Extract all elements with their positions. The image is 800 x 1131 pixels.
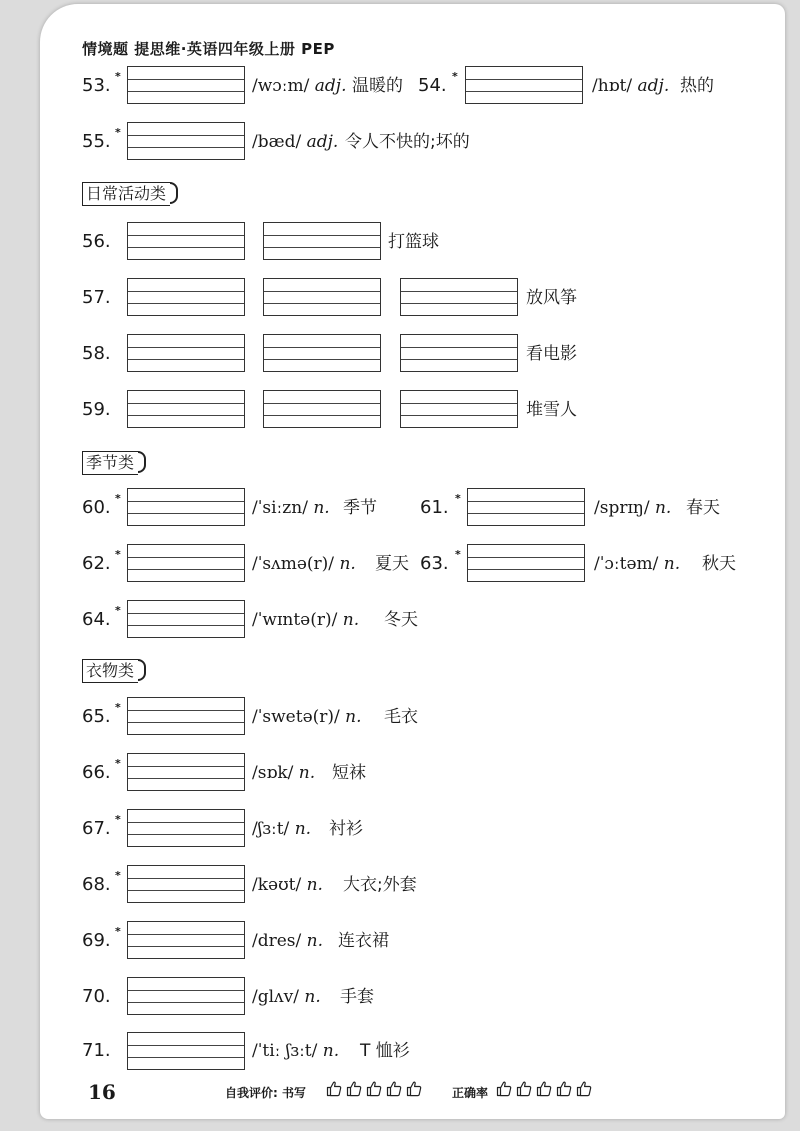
- meaning-59: 堆雪人: [526, 400, 577, 420]
- meaning-55: 令人不快的;坏的: [345, 132, 470, 152]
- meaning-63: 秋天: [702, 554, 736, 574]
- phonetic-65: /ˈswetə(r)/ n.: [252, 707, 362, 727]
- answer-box[interactable]: [127, 278, 245, 316]
- item-number: 54.: [418, 75, 447, 96]
- item-number: 59.: [82, 399, 111, 420]
- writing-rating[interactable]: [326, 1080, 422, 1097]
- item-number: 56.: [82, 231, 111, 252]
- star-mark: *: [115, 869, 121, 882]
- answer-box[interactable]: [465, 66, 583, 104]
- meaning-53: 温暖的: [352, 76, 403, 96]
- answer-box[interactable]: [263, 334, 381, 372]
- thumbs-up-icon[interactable]: [496, 1080, 512, 1097]
- star-mark: *: [452, 70, 458, 83]
- meaning-57: 放风筝: [526, 288, 577, 308]
- phonetic-68: /kəʊt/ n.: [252, 875, 323, 895]
- category-seasons: 季节类: [82, 451, 138, 475]
- thumbs-up-icon[interactable]: [536, 1080, 552, 1097]
- answer-box[interactable]: [127, 809, 245, 847]
- item-number: 58.: [82, 343, 111, 364]
- thumbs-up-icon[interactable]: [556, 1080, 572, 1097]
- star-mark: *: [455, 548, 461, 561]
- answer-box[interactable]: [127, 697, 245, 735]
- item-number: 65.: [82, 706, 111, 727]
- self-evaluation-label: 自我评价: 书写: [225, 1086, 307, 1100]
- answer-box[interactable]: [467, 488, 585, 526]
- answer-box[interactable]: [127, 921, 245, 959]
- phonetic-63: /ˈɔːtəm/ n.: [594, 554, 681, 574]
- answer-box[interactable]: [263, 278, 381, 316]
- item-number: 63.: [420, 553, 449, 574]
- category-clothes: 衣物类: [82, 659, 138, 683]
- thumbs-up-icon[interactable]: [346, 1080, 362, 1097]
- answer-box[interactable]: [127, 544, 245, 582]
- answer-box[interactable]: [127, 222, 245, 260]
- star-mark: *: [115, 604, 121, 617]
- meaning-66: 短袜: [332, 763, 366, 783]
- item-number: 62.: [82, 553, 111, 574]
- phonetic-70: /glʌv/ n.: [252, 987, 321, 1007]
- item-number: 64.: [82, 609, 111, 630]
- item-number: 68.: [82, 874, 111, 895]
- meaning-58: 看电影: [526, 344, 577, 364]
- phonetic-54: /hɒt/ adj.: [592, 76, 670, 96]
- answer-box[interactable]: [127, 488, 245, 526]
- answer-box[interactable]: [127, 390, 245, 428]
- meaning-54: 热的: [680, 76, 714, 96]
- star-mark: *: [115, 701, 121, 714]
- accuracy-rating[interactable]: [496, 1080, 592, 1097]
- star-mark: *: [115, 492, 121, 505]
- thumbs-up-icon[interactable]: [386, 1080, 402, 1097]
- meaning-67: 衬衫: [329, 819, 363, 839]
- page-number: 16: [88, 1080, 116, 1104]
- item-number: 70.: [82, 986, 111, 1007]
- answer-box[interactable]: [400, 334, 518, 372]
- meaning-60: 季节: [343, 498, 377, 518]
- phonetic-64: /ˈwɪntə(r)/ n.: [252, 610, 360, 630]
- star-mark: *: [115, 548, 121, 561]
- item-number: 55.: [82, 131, 111, 152]
- answer-box[interactable]: [127, 1032, 245, 1070]
- star-mark: *: [115, 757, 121, 770]
- meaning-70: 手套: [340, 987, 374, 1007]
- item-number: 66.: [82, 762, 111, 783]
- phonetic-71: /ˈtiː ʃɜːt/ n.: [252, 1041, 340, 1061]
- item-number: 57.: [82, 287, 111, 308]
- star-mark: *: [115, 925, 121, 938]
- item-number: 71.: [82, 1040, 111, 1061]
- answer-box[interactable]: [263, 222, 381, 260]
- thumbs-up-icon[interactable]: [326, 1080, 342, 1097]
- meaning-68: 大衣;外套: [343, 875, 417, 895]
- thumbs-up-icon[interactable]: [406, 1080, 422, 1097]
- phonetic-55: /bæd/ adj.: [252, 132, 339, 152]
- meaning-62: 夏天: [375, 554, 409, 574]
- phonetic-60: /ˈsiːzn/ n.: [252, 498, 330, 518]
- answer-box[interactable]: [127, 753, 245, 791]
- meaning-71: T 恤衫: [360, 1041, 410, 1061]
- accuracy-label: 正确率: [452, 1086, 489, 1100]
- star-mark: *: [115, 813, 121, 826]
- meaning-69: 连衣裙: [338, 931, 389, 951]
- answer-box[interactable]: [263, 390, 381, 428]
- answer-box[interactable]: [127, 122, 245, 160]
- star-mark: *: [115, 70, 121, 83]
- item-number: 69.: [82, 930, 111, 951]
- phonetic-67: /ʃɜːt/ n.: [252, 819, 312, 839]
- thumbs-up-icon[interactable]: [516, 1080, 532, 1097]
- answer-box[interactable]: [127, 334, 245, 372]
- phonetic-61: /sprɪŋ/ n.: [594, 498, 672, 518]
- phonetic-53: /wɔːm/ adj.: [252, 76, 347, 96]
- thumbs-up-icon[interactable]: [576, 1080, 592, 1097]
- meaning-64: 冬天: [384, 610, 418, 630]
- answer-box[interactable]: [400, 390, 518, 428]
- phonetic-62: /ˈsʌmə(r)/ n.: [252, 554, 356, 574]
- item-number: 53.: [82, 75, 111, 96]
- answer-box[interactable]: [127, 66, 245, 104]
- meaning-61: 春天: [686, 498, 720, 518]
- item-number: 60.: [82, 497, 111, 518]
- star-mark: *: [115, 126, 121, 139]
- meaning-65: 毛衣: [384, 707, 418, 727]
- phonetic-66: /sɒk/ n.: [252, 763, 316, 783]
- star-mark: *: [455, 492, 461, 505]
- answer-box[interactable]: [127, 600, 245, 638]
- phonetic-69: /dres/ n.: [252, 931, 324, 951]
- item-number: 67.: [82, 818, 111, 839]
- answer-box[interactable]: [127, 977, 245, 1015]
- answer-box[interactable]: [467, 544, 585, 582]
- item-number: 61.: [420, 497, 449, 518]
- answer-box[interactable]: [127, 865, 245, 903]
- thumbs-up-icon[interactable]: [366, 1080, 382, 1097]
- meaning-56: 打篮球: [388, 232, 439, 252]
- answer-box[interactable]: [400, 278, 518, 316]
- category-daily-activities: 日常活动类: [82, 182, 170, 206]
- page-header: 情境题 提思维·英语四年级上册 PEP: [82, 40, 335, 58]
